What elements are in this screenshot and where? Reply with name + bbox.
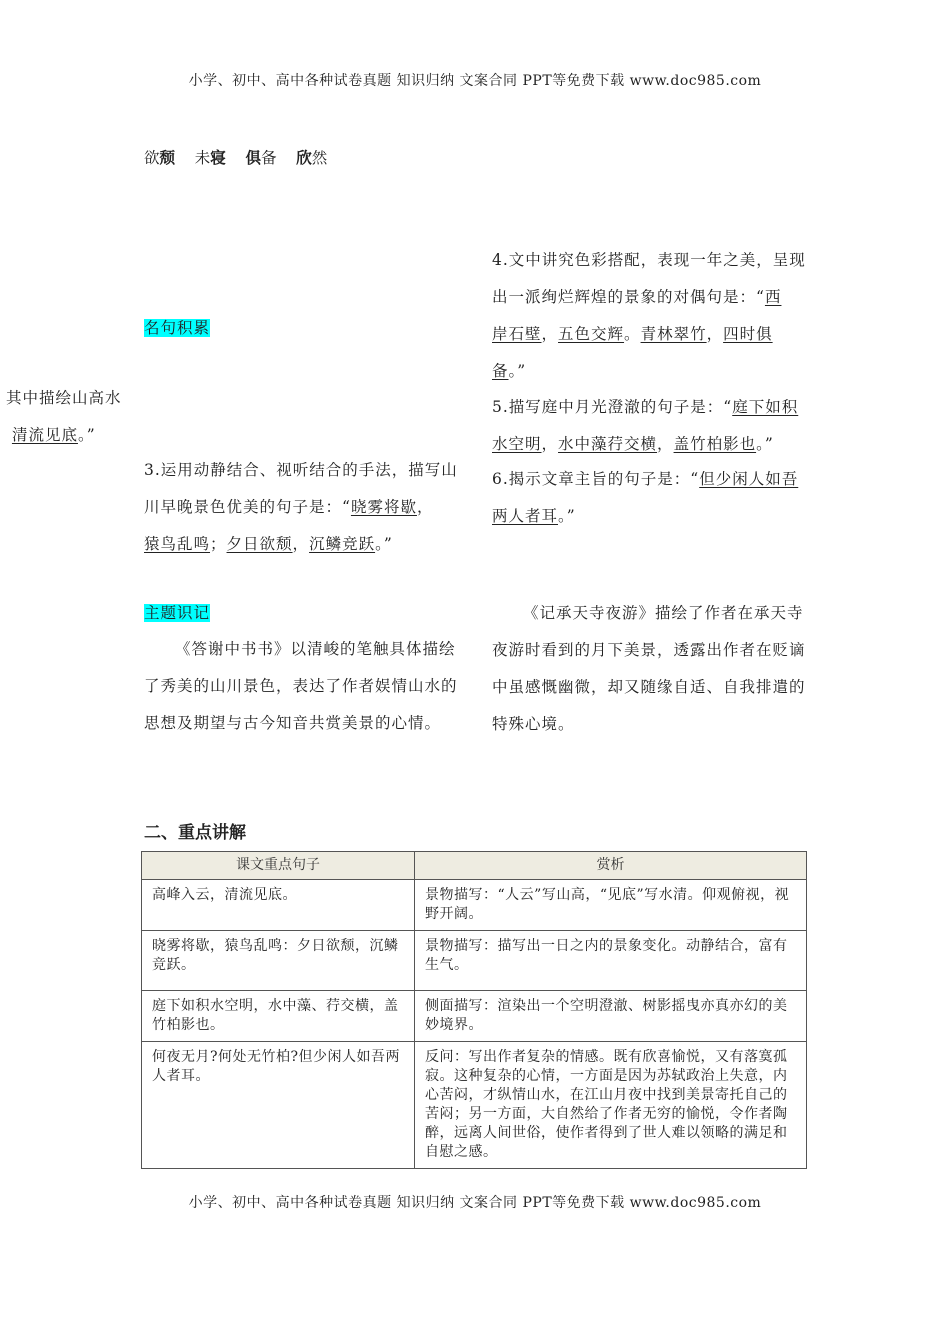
table-header-row xyxy=(142,852,807,880)
table-cell-analysis: 景物描写：描写出一日之内的景象变化。动静结合，富有生气。 xyxy=(415,931,807,991)
vocab-item: 未寝 xyxy=(194,148,226,167)
vocab-item: 俱备 xyxy=(245,148,277,167)
table-row xyxy=(142,1042,807,1169)
table-cell-sentence: 晓雾将歇，猿鸟乱鸣：夕日欲颓，沉鳞竞跃。 xyxy=(142,931,415,991)
table-row xyxy=(142,931,807,991)
table-cell-analysis: 侧面描写：渲染出一个空明澄澈、树影摇曳亦真亦幻的美妙境界。 xyxy=(415,991,807,1042)
section2-title: 二、重点讲解 xyxy=(144,823,246,843)
left-fragment: 其中描绘山高水 清流见底。” xyxy=(6,389,122,444)
section-famous-sentences: 名句积累 xyxy=(144,319,211,337)
vocab-item: 欲颓 xyxy=(144,148,176,167)
column-header: 课文重点句子 xyxy=(142,852,415,880)
page-header: 小学、初中、高中各种试卷真题 知识归纳 文案合同 PPT等免费下载 www.doc985.com xyxy=(188,73,762,89)
table-cell-sentence: 何夜无月?何处无竹柏?但少闲人如吾两人者耳。 xyxy=(142,1042,415,1169)
table-cell-analysis: 景物描写：“人云”写山高，“见底”写水清。仰观俯视，视野开阔。 xyxy=(415,880,807,931)
table-cell-sentence: 庭下如积水空明，水中藻、荇交横，盖竹柏影也。 xyxy=(142,991,415,1042)
table-cell-analysis: 反问：写出作者复杂的情感。既有欣喜愉悦，又有落寞孤寂。这种复杂的心情，一方面是因为苏轼政治上失意，内心苦闷，才纵情山水，在江山月夜中找到美景寄托自己的苦闷；另一方面，大自然给了作者无穷的愉悦，令作者陶醉，远离人间世俗，使作者得到了世人难以领略的满足和自慰之感。 xyxy=(415,1042,807,1169)
theme-right-paragraph: 《记承天寺夜游》描绘了作者在承天寺夜游时看到的月下美景，透露出作者在贬谪中虽感慨幽微，却又随缘自适、自我排遣的特殊心境。 xyxy=(492,604,806,733)
table-cell-sentence: 高峰入云，清流见底。 xyxy=(142,880,415,931)
question-3: 3.运用动静结合、视听结合的手法，描写山 川早晚景色优美的句子是：“晓雾将歇， 猿鸟乱鸣；夕日欲颓，沉鳞竞跃。” xyxy=(144,461,458,553)
question-6: 6.揭示文章主旨的句子是：“但少闲人如吾 两人者耳。” xyxy=(492,470,799,525)
table-row xyxy=(142,991,807,1042)
question-4: 4.文中讲究色彩搭配，表现一年之美，呈现 出一派绚烂辉煌的景象的对偶句是：“西 岸石壁，五色交辉。青林翠竹，四时俱 备。” xyxy=(492,251,806,380)
key-points-table xyxy=(141,851,807,1169)
vocab-line xyxy=(144,146,327,168)
column-header: 赏析 xyxy=(415,852,807,880)
section-theme: 主题识记 xyxy=(144,604,211,622)
question-5: 5.描写庭中月光澄澈的句子是：“庭下如积 水空明，水中藻荇交横，盖竹柏影也。” xyxy=(492,398,799,453)
table-row xyxy=(142,880,807,931)
vocab-item: 欣然 xyxy=(296,148,328,167)
page-footer: 小学、初中、高中各种试卷真题 知识归纳 文案合同 PPT等免费下载 www.doc985.com xyxy=(188,1195,762,1211)
theme-left-paragraph: 《答谢中书书》以清峻的笔触具体描绘了秀美的山川景色，表达了作者娱情山水的思想及期望与古今知音共赏美景的心情。 xyxy=(144,640,458,732)
